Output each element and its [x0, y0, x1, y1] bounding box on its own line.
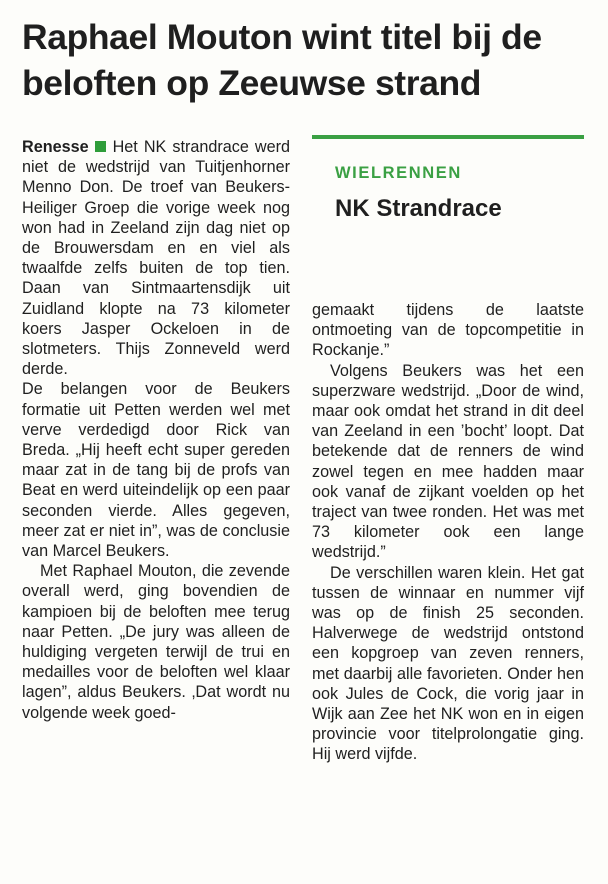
- lead-paragraph: [22, 137, 290, 379]
- paragraph: gemaakt tijdens de laatste ontmoeting van de topcompetitie in Rockanje.”: [312, 301, 584, 360]
- paragraph: De verschillen waren klein. Het gat tussen de winnaar en nummer vijf was op de finish 25 seconden. Halverwege de wedstrijd ontstond een kopgroep van zeven renners, met daarbij alle favorieten. Onder hen ook Jules de Cock, die vorig jaar in Wijk aan Zee het NK won en in eigen provincie voor titelprolongatie ging. Hij werd vijfde.: [312, 563, 584, 764]
- section-subject: NK Strandrace: [335, 195, 502, 222]
- paragraph: Volgens Beukers was het een superzware wedstrijd. „Door de wind, maar ook omdat het strand in dit deel van Zeeland in een ’bocht’ loopt. Dat betekende dat de renners de wind zowel tegen en mee hadden maar ook vanaf de zijkant voelden op het traject van twee ronden. Het was met 73 kilometer ook een lange wedstrijd.”: [312, 361, 584, 562]
- dateline-square-icon: [95, 141, 106, 152]
- section-label: WIELRENNEN: [335, 164, 462, 182]
- section-rule: [312, 135, 584, 139]
- headline: Raphael Mouton wint titel bij de beloften op Zeeuwse strand: [22, 17, 542, 103]
- paragraph: Met Raphael Mouton, die zevende overall werd, ging bovendien de kampioen bij de beloften mee terug naar Petten. „De jury was alleen de huldiging vergeten terwijl de trui en medailles voor de beloften wel klaar lagen”, aldus Beukers. ‚Dat wordt nu volgende week goed-: [22, 562, 290, 722]
- paragraph-text: Het NK strandrace werd niet de wedstrijd van Tuitjenhorner Menno Don. De troef van Beukers-Heiliger Groep die vorige week nog won had in Zeeland zijn dag niet op de Brouwersdam en en viel als twaalfde zelfs buiten de top tien. Daan van Sintmaartensdijk uit Zuidland klopte na 73 kilometer koers Jasper Ockeloen in de slotmeters. Thijs Zonneveld werd derde.: [22, 138, 290, 379]
- article-column-right: [312, 300, 584, 765]
- section-label-box: [312, 135, 584, 247]
- dateline-place: Renesse: [22, 138, 89, 156]
- article-column-left: [22, 137, 290, 723]
- paragraph: De belangen voor de Beukers formatie uit Petten werden wel met verve verdedigd door Rick van Breda. „Hij heeft echt super gereden maar zat in de tang bij de profs van Beat en werd uiteindelijk op een paar seconden vierde. Alles gegeven, meer zat er niet in”, was de conclusie van Marcel Beukers.: [22, 380, 290, 561]
